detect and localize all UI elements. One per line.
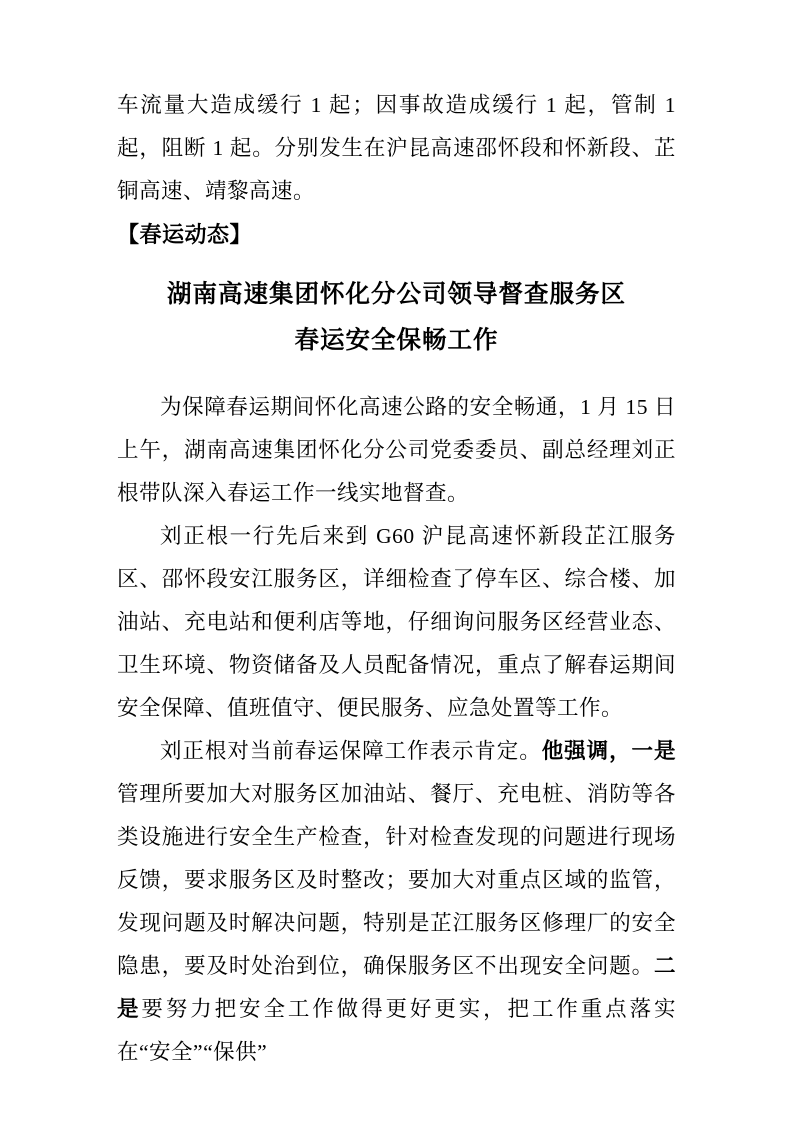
article-paragraph-2: 刘正根一行先后来到 G60 沪昆高速怀新段芷江服务区、邵怀段安江服务区，详细检查了停车区、综合楼、加油站、充电站和便利店等地，仔细询问服务区经营业态、卫生环境、物资储备及人员配备情况，重点了解春运期间安全保障、值班值守、便民服务、应急处置等工作。 (117, 524, 676, 720)
paragraph-3-bold-emphasis: 二是 (117, 954, 676, 1021)
article-title-line1: 湖南高速集团怀化分公司领导督查服务区 (167, 281, 626, 308)
article-title (117, 272, 676, 364)
continuation-paragraph: 车流量大造成缓行 1 起；因事故造成缓行 1 起，管制 1 起，阻断 1 起。分别发生在沪昆高速邵怀段和怀新段、芷铜高速、靖黎高速。 (117, 93, 676, 203)
section-label: 【春运动态】 (117, 222, 253, 247)
paragraph-3-segment: 管理所要加大对服务区加油站、餐厅、充电桩、消防等各类设施进行安全生产检查，针对检查发现的问题进行现场反馈，要求服务区及时整改；要加大对重点区域的监管，发现问题及时解决问题，特别是芷江服务区修理厂的安全隐患，要及时处治到位，确保服务区不出现安全问题。 (117, 782, 676, 978)
paragraph-3-segment: 要努力把安全工作做得更好更实，把工作重点落实在“安全”“保供” (117, 997, 676, 1064)
article-title-line2: 春运安全保畅工作 (294, 327, 499, 354)
article-paragraph-3 (117, 730, 676, 1074)
paragraph-3-segment: 刘正根对当前春运保障工作表示肯定。 (160, 739, 542, 763)
paragraph-3-bold-emphasis: 他强调，一是 (541, 739, 676, 763)
article-paragraph-1: 为保障春运期间怀化高速公路的安全畅通，1 月 15 日上午，湖南高速集团怀化分公司党委委员、副总经理刘正根带队深入春运工作一线实地督查。 (117, 395, 676, 505)
